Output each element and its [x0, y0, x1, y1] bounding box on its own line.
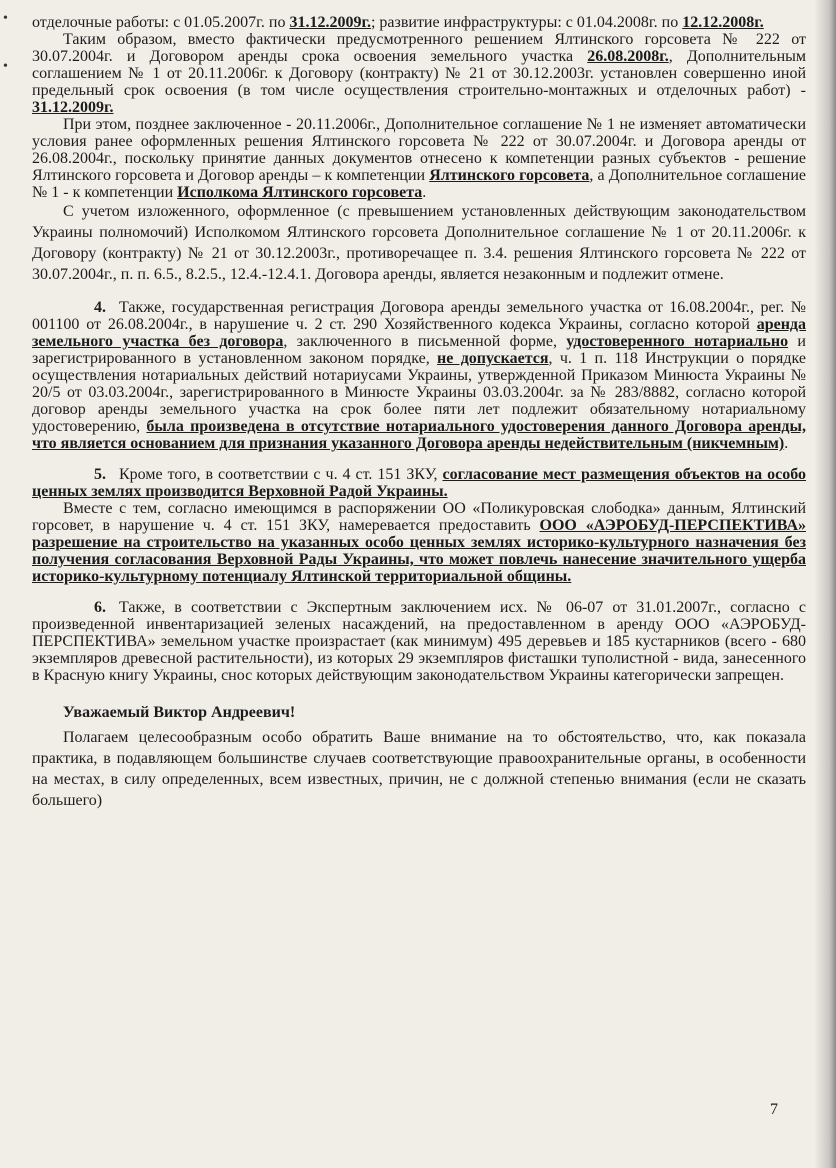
text: , заключенного в письменной форме,	[283, 333, 567, 350]
page-number: 7	[770, 1101, 778, 1118]
underlined-phrase: согласование мест размещения объектов на особо ценных землях производится Верховной Радой Украины.	[32, 466, 807, 500]
paragraph-6	[32, 466, 806, 500]
text: Также, в соответствии с Экспертным заключением исх. № 06-07 от 31.01.2007г., согласно с произведенной инвентаризацией зеленых насаждений, на предоставленном в аренду ООО «АЭРОБУД-ПЕРСПЕКТИВА» земельном участке произрастает (как минимум) 495 деревьев и 185 кустарников (всего - 680 экземпляров древесной растительности), из которых 29 экземпляров фисташки туполистной - вида, занесенного в Красную книгу Украины, снос которых действующим законодательством Украины категорически запрещен.	[32, 599, 806, 684]
text: и зарегистрированного в установленном законом порядке,	[32, 333, 806, 367]
text: , а Дополнительное соглашение № 1 - к компетенции	[32, 167, 807, 201]
item-number: 4.	[94, 299, 106, 316]
paragraph-5	[32, 299, 806, 452]
underlined-date: 31.12.2009г.	[289, 14, 371, 31]
paragraph-1	[32, 14, 806, 31]
text: Также, государственная регистрация Договора аренды земельного участка от 16.08.2004г., рег. № 001100 от 26.08.2004г., в нарушение ч. 2 ст. 290 Хозяйственного кодекса Украины, согласно которой	[32, 299, 806, 333]
text: При этом, позднее заключенное - 20.11.2006г., Дополнительное соглашение № 1 не изменяет автоматически условия ранее оформленных решения Ялтинского горсовета № 222 от 30.07.2004г. и Договора аренды от 26.08.2004г., поскольку принятие данных документов отнесено к компетенции разных субъектов - решение Ялтинского горсовета и Договор аренды – к компетенции	[32, 116, 806, 184]
underlined-phrase: ООО «АЭРОБУД-ПЕРСПЕКТИВА» разрешение на строительство на указанных особо ценных землях историко-культурного назначения без получения согласования Верховной Рады Украины, что может повлечь нанесение значительного ущерба историко-культурному потенциалу Ялтинской территориальной общины.	[32, 517, 806, 585]
text: Вместе с тем, согласно имеющимся в распоряжении ОО «Поликуровская слободка» данным, Ялтинский горсовет, в нарушение ч. 4 ст. 151 ЗКУ, намеревается предоставить	[32, 500, 806, 534]
underlined-phrase: не допускается	[437, 350, 549, 367]
underlined-phrase: аренда земельного участка без договора	[32, 316, 806, 350]
underlined-date: 26.08.2008г.	[587, 48, 669, 65]
greeting-heading: Уважаемый Виктор Андреевич!	[63, 704, 296, 721]
page-edge-shadow	[814, 0, 836, 1168]
paragraph-7	[32, 500, 806, 585]
underlined-phrase: удостоверенного нотариально	[566, 333, 789, 350]
item-number: 5.	[94, 466, 106, 483]
paragraph-9	[32, 727, 806, 811]
underlined-phrase: была произведена в отсутствие нотариального удостоверения данного Договора аренды, что является основанием для признания указанного Договора аренды недействительным (никчемным)	[32, 418, 806, 452]
text: С учетом изложенного, оформленное (с превышением установленных действующим законодательством Украины полномочий) Исполкомом Ялтинского горсовета Дополнительное соглашение № 1 от 20.11.2006г. к Договору (контракту) № 21 от 30.12.2003г., противоречащее п. 3.4. решения Ялтинского горсовета № 222 от 30.07.2004г., п. п. 6.5., 8.2.5., 12.4.-12.4.1. Договора аренды, является незаконным и подлежит отмене.	[32, 203, 806, 283]
paragraph-2	[32, 31, 806, 116]
underlined-phrase: Ялтинского горсовета	[429, 167, 590, 184]
underlined-date: 31.12.2009г.	[32, 99, 114, 116]
text: .	[422, 184, 427, 201]
text: .	[784, 435, 789, 452]
scan-dot: •	[3, 11, 8, 26]
scan-dot: •	[3, 59, 8, 74]
paragraph-3	[32, 116, 806, 201]
underlined-phrase: Исполкома Ялтинского горсовета	[177, 184, 423, 201]
text: ; развитие инфраструктуры: с 01.04.2008г. по	[370, 14, 683, 31]
underlined-date: 12.12.2008г.	[682, 14, 764, 31]
paragraph-8	[32, 599, 806, 684]
text: отделочные работы: с 01.05.2007г. по	[32, 14, 290, 31]
text: , Дополнительным соглашением № 1 от 20.11.2006г. к Договору (контракту) № 21 от 30.12.2003г. установлен совершенно иной предельный срок освоения (в том числе осуществления строительно-монтажных и отделочных работ) -	[32, 48, 807, 99]
text: , ч. 1 п. 118 Инструкции о порядке осуществления нотариальных действий нотариусами Украины, утвержденной Приказом Минюста Украины № 20/5 от 03.03.2004г., зарегистрированного в Минюсте Украины 03.03.2004г. за № 283/8882, согласно которой договор аренды земельного участка на срок более пяти лет подлежит обязательному нотариальному удостоверению,	[32, 350, 806, 435]
text: Таким образом, вместо фактически предусмотренного решением Ялтинского горсовета № 222 от 30.07.2004г. и Договором аренды срока освоения земельного участка	[32, 31, 806, 65]
text: Кроме того, в соответствии с ч. 4 ст. 151 ЗКУ,	[119, 466, 443, 483]
paragraph-4	[32, 201, 806, 285]
item-number: 6.	[94, 599, 106, 616]
text: Полагаем целесообразным особо обратить Ваше внимание на то обстоятельство, что, как показала практика, в подавляющем большинстве случаев соответствующие правоохранительные органы, в особенности на местах, в силу определенных, всем известных, причин, не с должной степенью внимания (если не сказать большего)	[32, 729, 806, 809]
